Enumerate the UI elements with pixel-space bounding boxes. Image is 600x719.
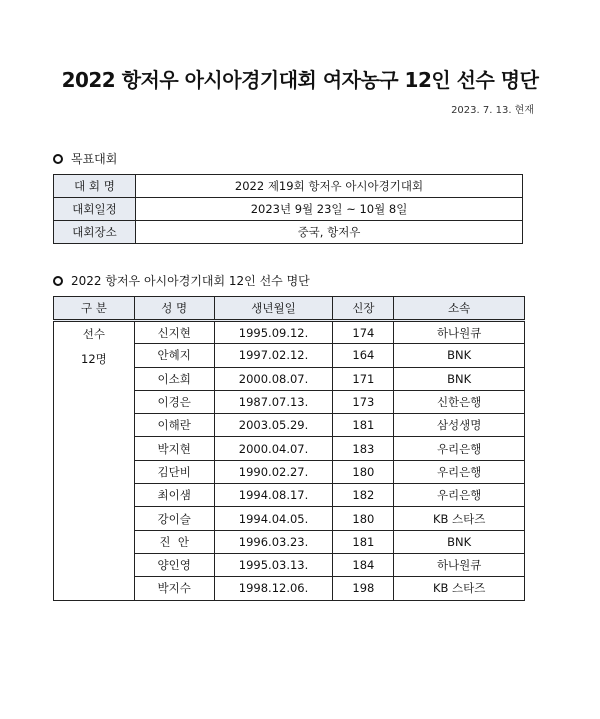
header-category: 구 분 [54,297,135,321]
event-schedule-value: 2023년 9월 23일 ~ 10월 8일 [136,198,523,221]
player-height: 171 [333,367,394,390]
player-height: 184 [333,553,394,576]
player-team: 우리은행 [394,437,525,460]
player-height: 181 [333,414,394,437]
player-team: BNK [394,530,525,553]
player-height: 173 [333,390,394,413]
player-birth: 2003.05.29. [214,414,333,437]
group-count: 12명 [81,352,107,366]
player-team: 하나원큐 [394,321,525,344]
player-height: 182 [333,484,394,507]
player-birth: 1990.02.27. [214,460,333,483]
player-name: 이해란 [134,414,214,437]
section-event-title: 목표대회 [71,152,118,166]
player-name: 양인영 [134,553,214,576]
player-birth: 1995.03.13. [214,553,333,576]
group-cell [54,321,135,601]
player-name: 최이샘 [134,484,214,507]
player-team: BNK [394,344,525,367]
header-name: 성 명 [134,297,214,321]
player-height: 174 [333,321,394,344]
player-birth: 1987.07.13. [214,390,333,413]
player-birth: 1998.12.06. [214,577,333,600]
table-row [54,198,523,221]
circle-bullet-icon [53,154,63,164]
player-birth: 1995.09.12. [214,321,333,344]
event-info-table [53,174,523,244]
player-team: 삼성생명 [394,414,525,437]
event-venue-label: 대회장소 [54,221,136,244]
player-height: 183 [333,437,394,460]
event-schedule-label: 대회일정 [54,198,136,221]
event-venue-value: 중국, 항저우 [136,221,523,244]
player-height: 164 [333,344,394,367]
player-team: 우리은행 [394,484,525,507]
player-birth: 1994.04.05. [214,507,333,530]
section-roster-heading [53,272,310,289]
player-birth: 1996.03.23. [214,530,333,553]
section-event-heading [53,150,117,167]
player-team: 하나원큐 [394,553,525,576]
circle-bullet-icon [53,276,63,286]
table-row [54,175,523,198]
player-height: 180 [333,460,394,483]
document-title: 2022 항저우 아시아경기대회 여자농구 12인 선수 명단 [61,68,539,92]
player-name: 이소희 [134,367,214,390]
roster-table [53,296,525,601]
group-label: 선수 [82,327,105,341]
header-team: 소속 [394,297,525,321]
table-row [54,221,523,244]
player-team: 신한은행 [394,390,525,413]
player-name: 박지수 [134,577,214,600]
header-height: 신장 [333,297,394,321]
player-team: KB 스타즈 [394,577,525,600]
player-height: 181 [333,530,394,553]
player-name: 박지현 [134,437,214,460]
table-row [54,321,525,344]
player-name: 이경은 [134,390,214,413]
player-team: 우리은행 [394,460,525,483]
table-header-row [54,297,525,321]
player-height: 198 [333,577,394,600]
section-roster-title: 2022 항저우 아시아경기대회 12인 선수 명단 [71,274,310,288]
player-name: 김단비 [134,460,214,483]
as-of-date: 2023. 7. 13. 현재 [451,105,534,116]
event-name-value: 2022 제19회 항저우 아시아경기대회 [136,175,523,198]
player-birth: 1994.08.17. [214,484,333,507]
player-birth: 2000.08.07. [214,367,333,390]
player-height: 180 [333,507,394,530]
player-name: 진 안 [134,530,214,553]
header-birthdate: 생년월일 [214,297,333,321]
player-name: 강이슬 [134,507,214,530]
player-name: 신지현 [134,321,214,344]
player-birth: 1997.02.12. [214,344,333,367]
event-name-label: 대 회 명 [54,175,136,198]
player-name: 안혜지 [134,344,214,367]
player-team: KB 스타즈 [394,507,525,530]
player-team: BNK [394,367,525,390]
player-birth: 2000.04.07. [214,437,333,460]
